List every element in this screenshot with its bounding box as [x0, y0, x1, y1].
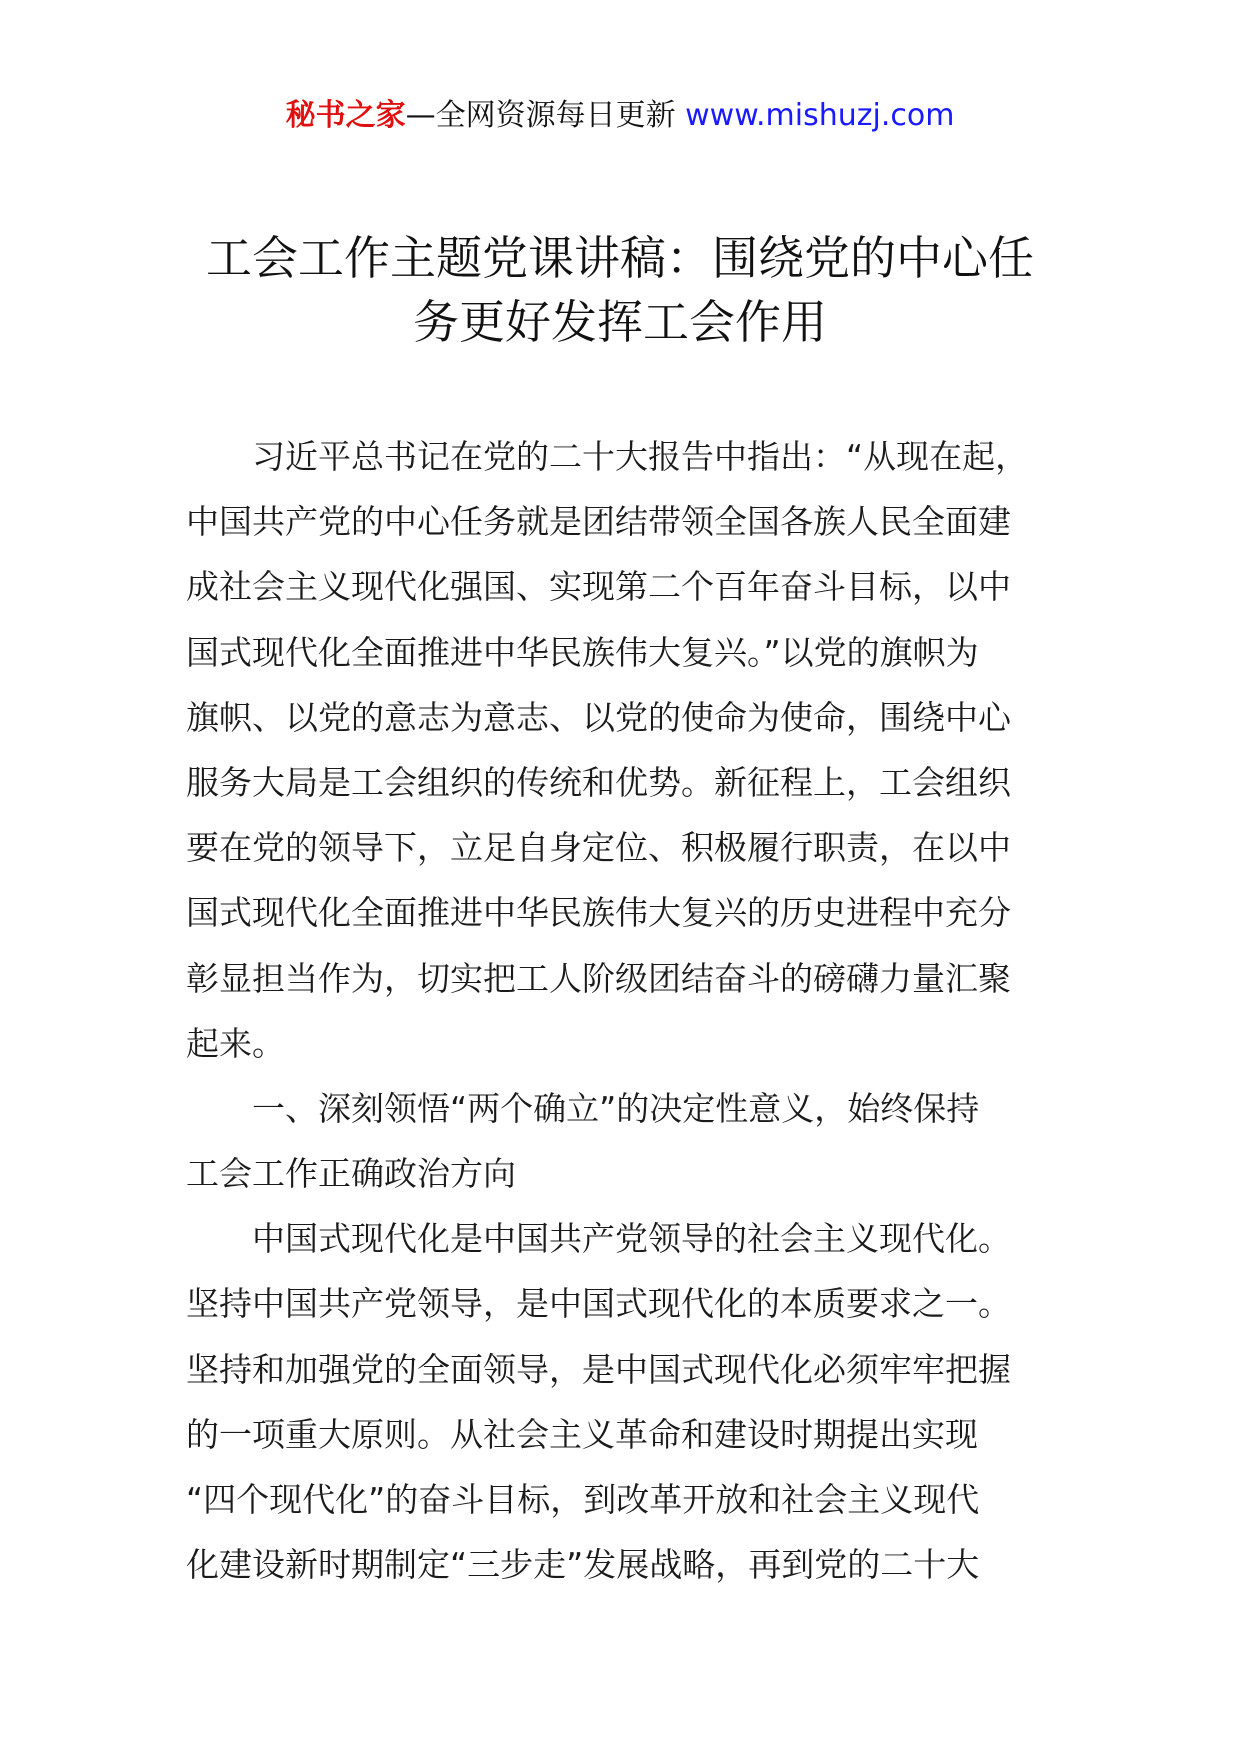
paragraph-1-line-7: 要在党的领导下，立足自身定位、积极履行职责，在以中 [186, 828, 1011, 868]
document-title [190, 226, 1050, 354]
site-header [0, 96, 1240, 136]
document-body [186, 424, 1066, 1597]
paragraph-1-line-9: 彰显担当作为，切实把工人阶级团结奋斗的磅礴力量汇聚 [186, 958, 1011, 998]
paragraph-2-line-3: 坚持和加强党的全面领导，是中国式现代化必须牢牢把握 [186, 1349, 1011, 1389]
paragraph-2-line-1: 中国式现代化是中国共产党领导的社会主义现代化。 [252, 1219, 1011, 1259]
paragraph-1-line-3: 成社会主义现代化强国、实现第二个百年奋斗目标，以中 [186, 567, 1011, 607]
paragraph-1-line-10: 起来。 [186, 1023, 285, 1063]
paragraph-2-line-4: 的一项重大原则。从社会主义革命和建设时期提出实现 [186, 1414, 978, 1454]
document-title-line-1: 工会工作主题党课讲稿：围绕党的中心任 [206, 231, 1034, 285]
site-url-link[interactable]: www.mishuzj.com [685, 98, 955, 133]
paragraph-1-line-4: 国式现代化全面推进中华民族伟大复兴。”以党的旗帜为 [186, 632, 979, 672]
document-title-line-2: 务更好发挥工会作用 [413, 295, 827, 349]
section-heading-line-1: 一、深刻领悟“两个确立”的决定性意义，始终保持 [252, 1088, 980, 1128]
section-heading-line-2: 工会工作正确政治方向 [186, 1154, 516, 1194]
paragraph-2-line-6: 化建设新时期制定“三步走”发展战略，再到党的二十大 [186, 1545, 980, 1585]
site-tagline: —全网资源每日更新 [405, 98, 686, 133]
site-brand: 秘书之家 [285, 98, 406, 133]
paragraph-2-line-5: “四个现代化”的奋斗目标，到改革开放和社会主义现代 [186, 1480, 980, 1519]
paragraph-2-line-2: 坚持中国共产党领导，是中国式现代化的本质要求之一。 [186, 1284, 1011, 1324]
paragraph-1-line-1: 习近平总书记在党的二十大报告中指出：“从现在起， [252, 437, 1029, 476]
paragraph-1-line-5: 旗帜、以党的意志为意志、以党的使命为使命，围绕中心 [186, 697, 1011, 737]
paragraph-1-line-8: 国式现代化全面推进中华民族伟大复兴的历史进程中充分 [186, 893, 1011, 933]
paragraph-1-line-2: 中国共产党的中心任务就是团结带领全国各族人民全面建 [186, 502, 1011, 542]
paragraph-1-line-6: 服务大局是工会组织的传统和优势。新征程上，工会组织 [186, 762, 1011, 802]
